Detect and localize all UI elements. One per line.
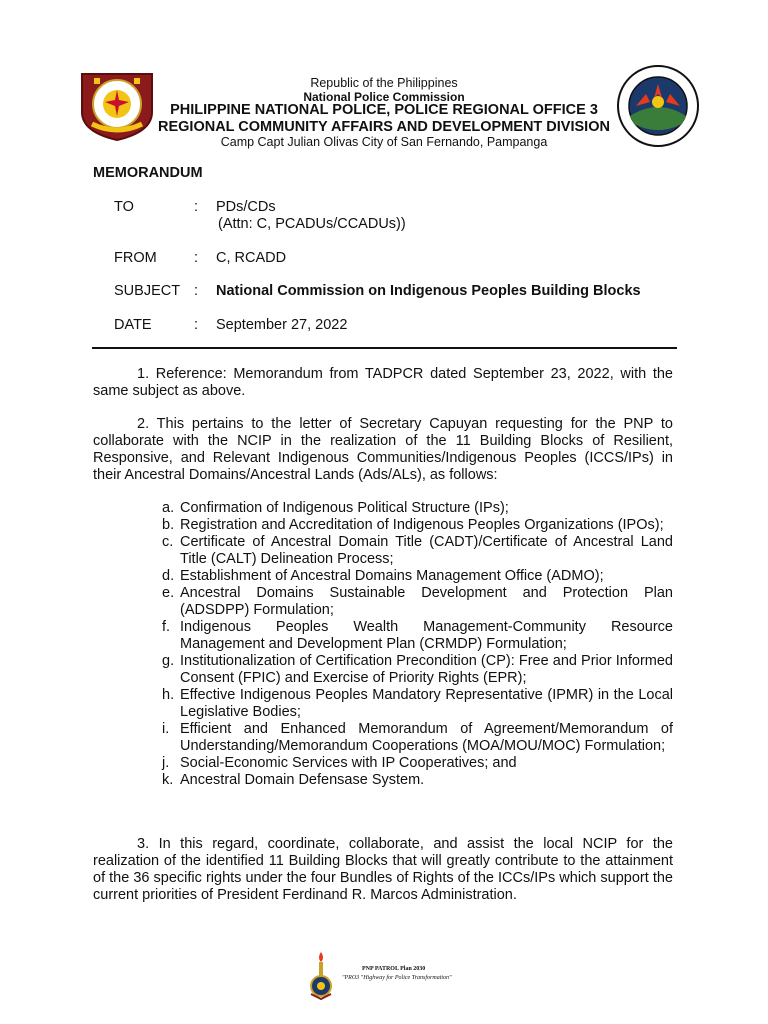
list-item-text: Confirmation of Indigenous Political Structure (IPs);	[180, 500, 509, 516]
rcadd-seal-icon	[616, 64, 700, 148]
header-pro3: PHILIPPINE NATIONAL POLICE, POLICE REGIONAL OFFICE 3	[170, 102, 598, 118]
list-item-text: Certificate of Ancestral Domain Title (CADT)/Certificate of Ancestral Land Title (CALT) Delineation Process;	[180, 534, 673, 567]
list-item-text: Registration and Accreditation of Indigenous Peoples Organizations (IPOs);	[180, 517, 664, 533]
memo-title: MEMORANDUM	[93, 165, 203, 181]
date-colon: :	[194, 317, 199, 333]
list-item	[162, 755, 673, 772]
list-marker: b.	[162, 517, 175, 533]
date-value: September 27, 2022	[216, 317, 348, 333]
list-item	[162, 517, 673, 534]
list-item	[162, 772, 673, 789]
list-item	[162, 653, 673, 687]
list-marker: f.	[162, 619, 171, 635]
to-value: PDs/CDs	[216, 199, 276, 215]
header-republic: Republic of the Philippines	[310, 76, 458, 90]
from-value: C, RCADD	[216, 250, 287, 266]
patrol-plan-emblem-icon	[306, 950, 336, 1000]
date-label: DATE	[114, 317, 152, 333]
list-item-text: Institutionalization of Certification Precondition (CP): Free and Prior Informed Consent (FPIC) and Exercise of Priority Rights (EPR);	[180, 653, 673, 686]
header-divider	[92, 347, 677, 349]
paragraph-1: 1. Reference: Memorandum from TADPCR dated September 23, 2022, with the same subject as above.	[93, 366, 673, 399]
list-item-text: Social-Economic Services with IP Cooperatives; and	[180, 755, 517, 771]
from-colon: :	[194, 250, 199, 266]
list-item	[162, 500, 673, 517]
header-rcadd: REGIONAL COMMUNITY AFFAIRS AND DEVELOPMENT DIVISION	[158, 119, 610, 135]
pnp-logo-icon	[76, 66, 158, 142]
list-marker: e.	[162, 585, 175, 601]
list-marker: d.	[162, 568, 175, 584]
paragraph-2: 2. This pertains to the letter of Secretary Capuyan requesting for the PNP to collaborate with the NCIP in the realization of the 11 Building Blocks of Resilient, Responsive, and Relevant Indigenous Communities/Indigenous Peoples (ICCS/IPs) in their Ancestral Domains/Ancestral Lands (Ads/ALs), as follows:	[93, 416, 673, 483]
from-label: FROM	[114, 250, 157, 266]
list-item	[162, 568, 673, 585]
header-address: Camp Capt Julian Olivas City of San Fernando, Pampanga	[220, 135, 548, 149]
list-item	[162, 687, 673, 721]
list-marker: k.	[162, 772, 174, 788]
footer-tagline: "PRO3 "Highway for Police Transformation"	[342, 975, 452, 981]
paragraph-3: 3. In this regard, coordinate, collaborate, and assist the local NCIP for the realization of the identified 11 Building Blocks that will greatly contribute to the attainment of the 36 specific rights under the four Bundles of Rights of the ICCs/IPs which support the current priorities of President Ferdinand R. Marcos Administration.	[93, 836, 673, 903]
list-item	[162, 585, 673, 619]
footer-patrol-plan: PNP PATROL Plan 2030	[362, 966, 426, 972]
to-label: TO	[114, 199, 134, 215]
header-napolcom: National Police Commission	[303, 90, 465, 104]
list-marker: g.	[162, 653, 175, 669]
subject-colon: :	[194, 283, 199, 299]
list-marker: i.	[162, 721, 170, 737]
list-item-text: Establishment of Ancestral Domains Management Office (ADMO);	[180, 568, 604, 584]
to-attn: (Attn: C, PCADUs/CCADUs))	[218, 216, 406, 232]
to-colon: :	[194, 199, 199, 215]
list-item-text: Indigenous Peoples Wealth Management-Community Resource Management and Development Plan (CRMDP) Formulation;	[180, 619, 673, 652]
list-marker: j.	[162, 755, 170, 771]
list-marker: c.	[162, 534, 174, 550]
list-item-text: Effective Indigenous Peoples Mandatory Representative (IPMR) in the Local Legislative Bodies;	[180, 687, 673, 720]
list-item	[162, 721, 673, 755]
list-item-text: Ancestral Domain Defensase System.	[180, 772, 425, 788]
list-item-text: Ancestral Domains Sustainable Development and Protection Plan (ADSDPP) Formulation;	[180, 585, 673, 618]
list-marker: a.	[162, 500, 175, 516]
list-item	[162, 619, 673, 653]
building-blocks-list	[162, 500, 673, 789]
subject-label: SUBJECT	[114, 283, 181, 299]
list-item-text: Efficient and Enhanced Memorandum of Agreement/Memorandum of Understanding/Memorandum Cooperations (MOA/MOU/MOC) Formulation;	[180, 721, 673, 754]
list-item	[162, 534, 673, 568]
subject-value: National Commission on Indigenous Peoples Building Blocks	[216, 283, 641, 299]
list-marker: h.	[162, 687, 175, 703]
